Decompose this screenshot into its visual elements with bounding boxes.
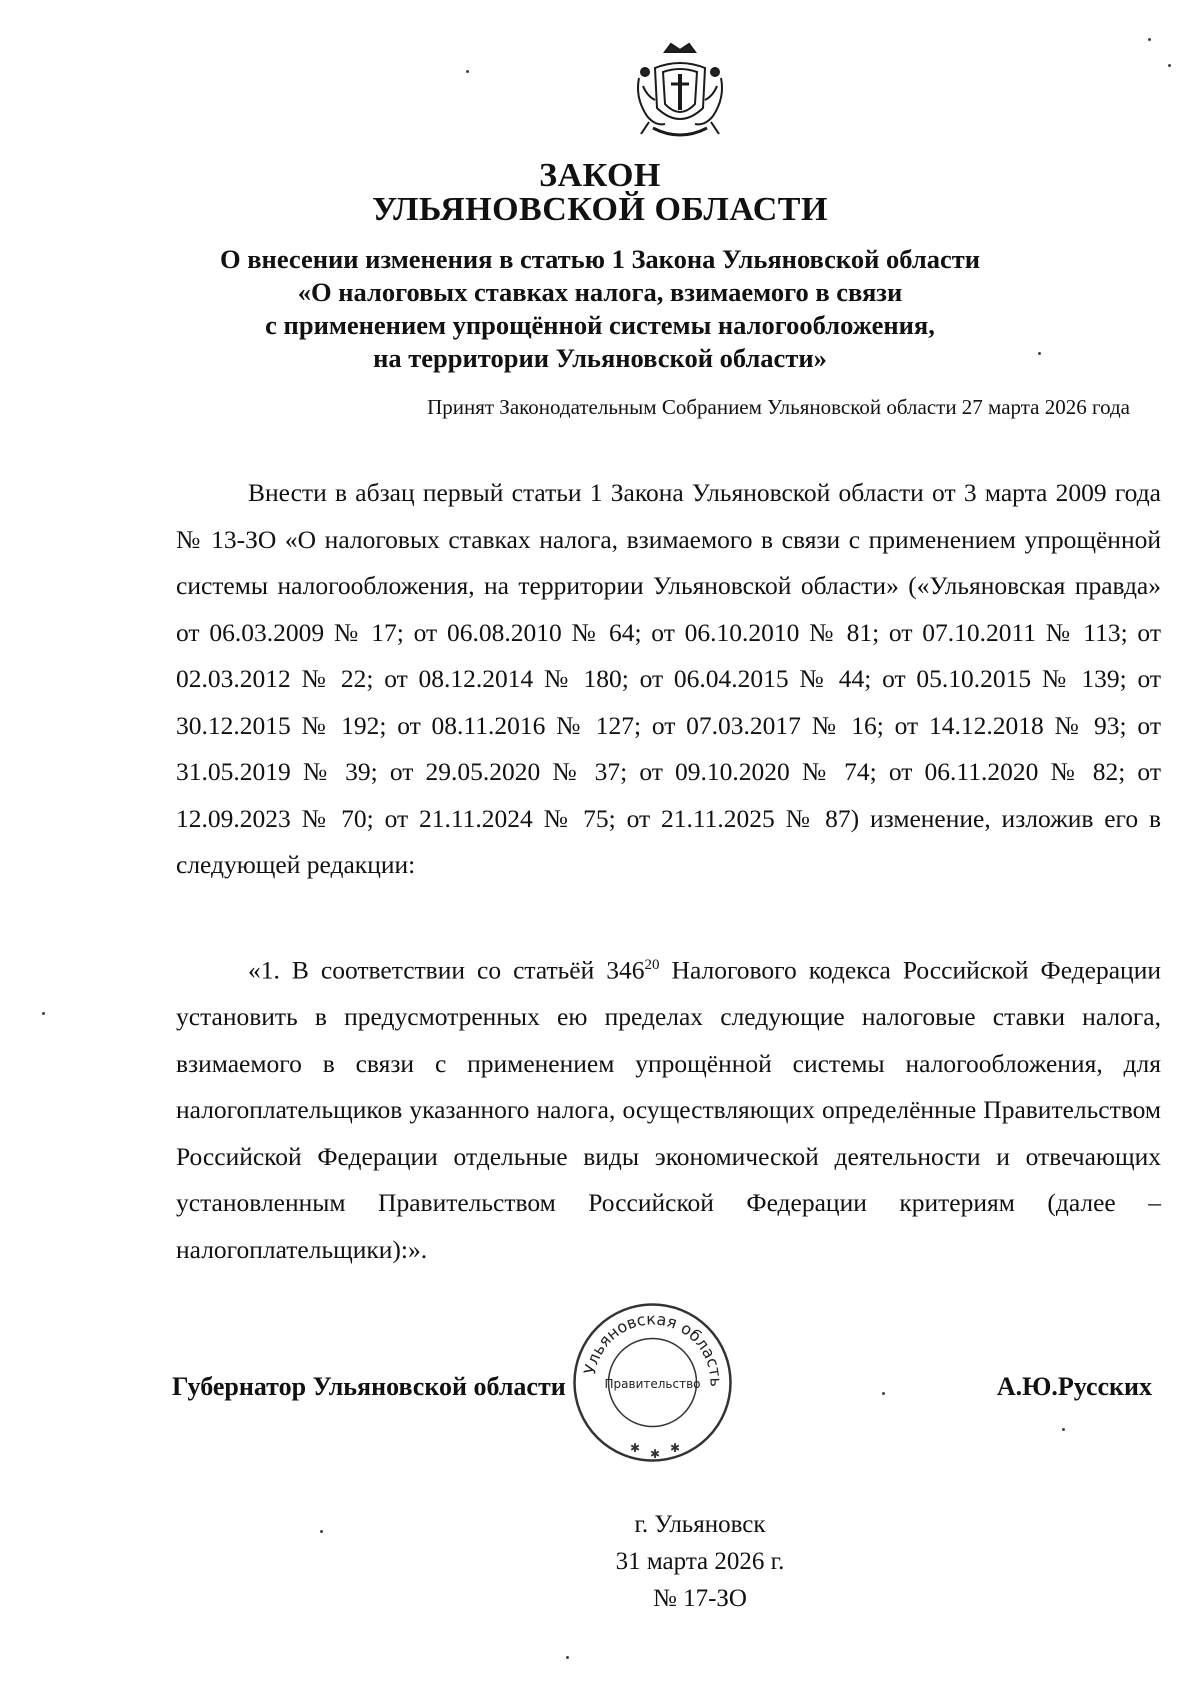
scan-speck xyxy=(1062,1428,1065,1431)
new-wording-text xyxy=(176,942,1161,1273)
signatory-name: А.Ю.Русских xyxy=(996,1372,1152,1401)
article-superscript: 20 xyxy=(644,957,660,973)
seal-ring-text: Ульяновская область xyxy=(580,1309,726,1387)
subtitle-line: на территории Ульяновской области» xyxy=(373,343,827,373)
scan-speck xyxy=(1148,38,1151,41)
seal-center-text: Правительство xyxy=(604,1377,701,1391)
city: г. Ульяновск xyxy=(634,1511,766,1538)
scan-speck xyxy=(42,1012,45,1015)
coat-of-arms-icon xyxy=(625,38,735,148)
signing-date: 31 марта 2026 г. xyxy=(615,1548,785,1575)
scan-speck xyxy=(566,1656,569,1659)
seal-star-icon: ✱ xyxy=(650,1447,661,1461)
subtitle-line: «О налоговых ставках налога, взимаемого в связи xyxy=(297,277,903,307)
official-seal xyxy=(570,1300,735,1465)
subtitle-line: О внесении изменения в статью 1 Закона Ульяновской области xyxy=(220,244,980,274)
new-wording-paragraph xyxy=(176,942,1161,1273)
document-title-line1: ЗАКОН xyxy=(539,157,661,194)
subtitle-line: с применением упрощённой системы налогообложения, xyxy=(265,310,935,340)
new-wording-text-start: «1. В соответствии со статьёй 346 xyxy=(248,955,645,985)
scan-speck xyxy=(1038,352,1041,355)
amendment-paragraph xyxy=(176,470,1161,889)
place-date-number xyxy=(0,1506,1200,1617)
document-title-line2: УЛЬЯНОВСКОЙ ОБЛАСТИ xyxy=(372,191,828,228)
new-wording-text-rest: Налогового кодекса Российской Федерации установить в предусмотренных ею пределах следующие налоговые ставки налога, взимаемого в связи с применением упрощённой системы налогообложения, для налогоплательщиков указанного налога, осуществляющих определённые Правительством Российской Федерации отдельные виды экономической деятельности и отвечающих установленным Правительством Российской Федерации критериям (далее – налогоплательщики):». xyxy=(176,955,1161,1264)
law-number: № 17-ЗО xyxy=(652,1585,747,1612)
scan-speck xyxy=(466,70,469,73)
law-subtitle xyxy=(0,243,1200,375)
scan-speck xyxy=(320,1530,323,1533)
amendment-paragraph-text: Внести в абзац первый статьи 1 Закона Ульяновской области от 3 марта 2009 года № 13-ЗО «О налоговых ставках налога, взимаемого в связи с применением упрощённой системы налогообложения, на территории Ульяновской области» («Ульяновская правда» от 06.03.2009 № 17; от 06.08.2010 № 64; от 06.10.2010 № 81; от 07.10.2011 № 113; от 02.03.2012 № 22; от 08.12.2014 № 180; от 06.04.2015 № 44; от 05.10.2015 № 139; от 30.12.2015 № 192; от 08.11.2016 № 127; от 07.03.2017 № 16; от 14.12.2018 № 93; от 31.05.2019 № 39; от 29.05.2020 № 37; от 09.10.2020 № 74; от 06.11.2020 № 82; от 12.09.2023 № 70; от 21.11.2024 № 75; от 21.11.2025 № 87) изменение, изложив его в следующей редакции: xyxy=(176,478,1161,879)
seal-star-icon: ✱ xyxy=(630,1441,641,1455)
adoption-note: Принят Законодательным Собранием Ульяновской области 27 марта 2026 года xyxy=(427,395,1130,419)
scan-speck xyxy=(882,1392,885,1395)
seal-star-icon: ✱ xyxy=(670,1441,681,1455)
signatory-position: Губернатор Ульяновской области xyxy=(172,1372,566,1401)
scan-speck xyxy=(1168,64,1171,67)
